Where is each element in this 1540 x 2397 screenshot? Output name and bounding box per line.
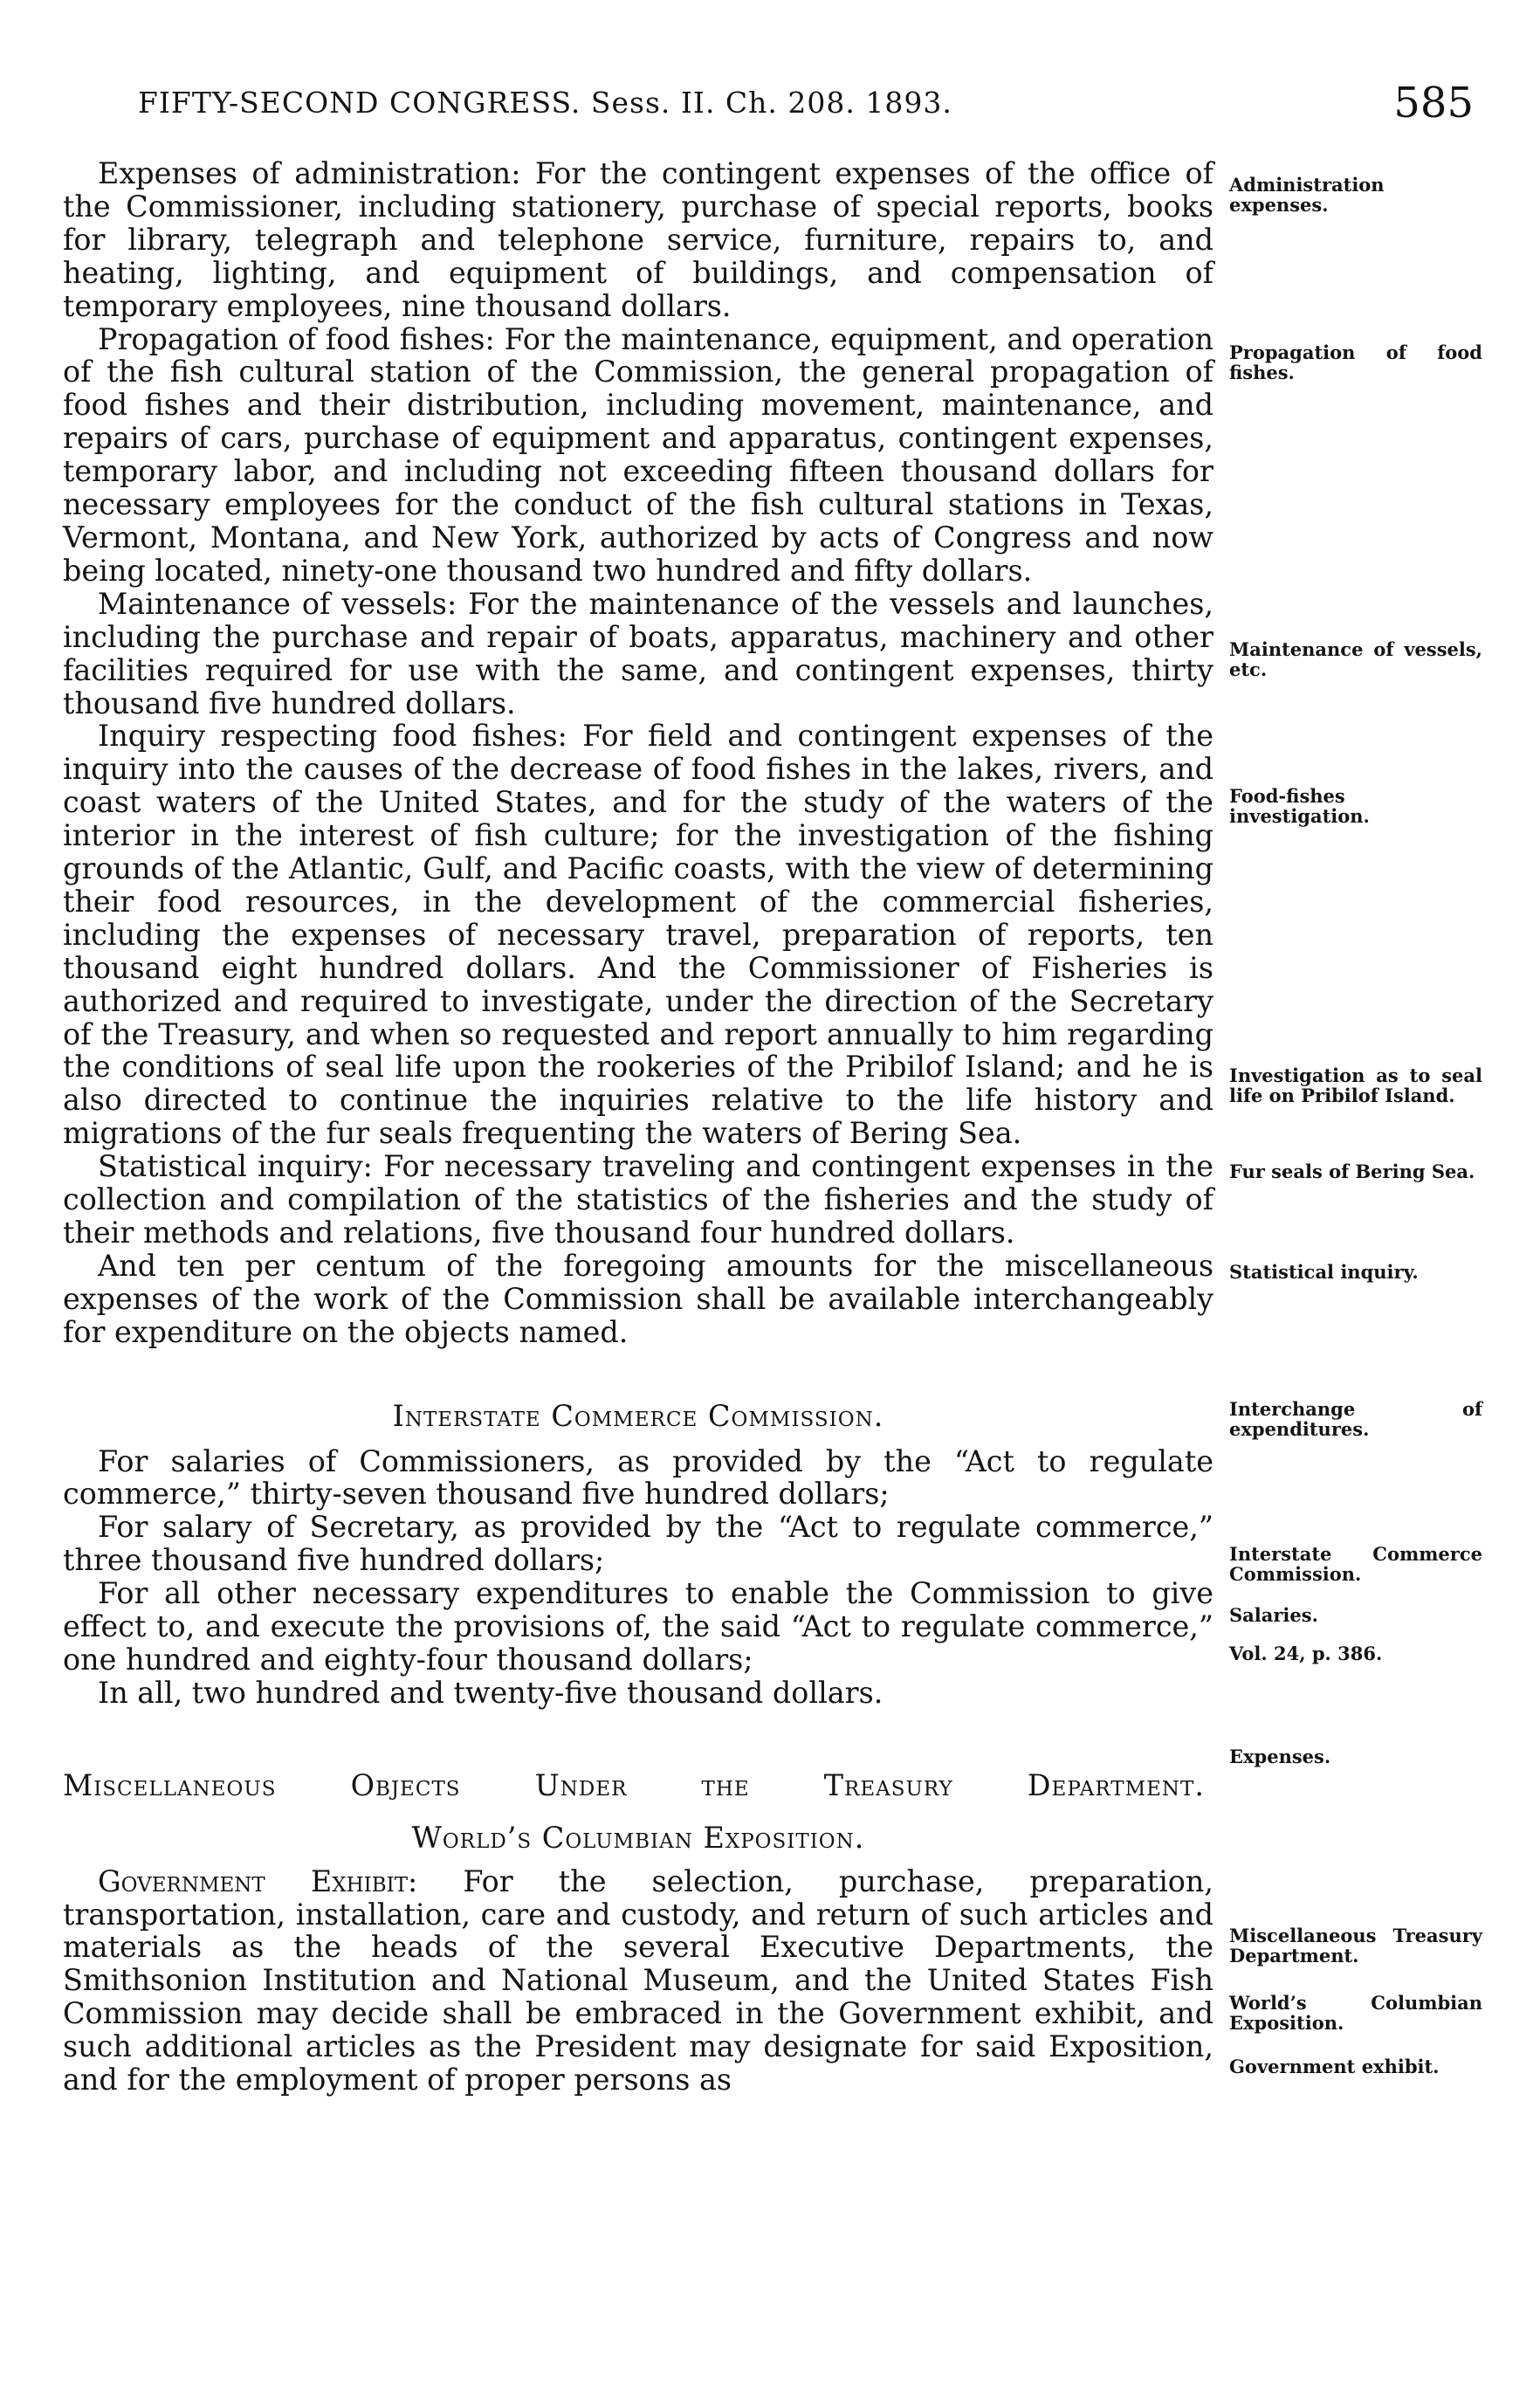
main-text	[63, 157, 1213, 2097]
paragraph-statistical: Statistical inquiry: For necessary traveling and contingent expenses in the collection and compilation of the statistics of the fisheries and the study of their methods and relations, five thousand four hundred dollars.	[63, 1149, 1213, 1250]
paragraph-salaries-commissioners: For salaries of Commissioners, as provided by the “Act to regulate commerce,” thirty-seven thousand five hundred dollars;	[63, 1443, 1213, 1512]
page-number: 585	[1393, 79, 1474, 127]
margin-note: Interstate Commerce Commission.	[1229, 1543, 1482, 1585]
margin-note: Government exhibit.	[1229, 2056, 1440, 2077]
margin-note: Vol. 24, p. 386.	[1229, 1643, 1383, 1664]
section-title-interstate: Interstate Commerce Commission.	[392, 1398, 884, 1433]
margin-note: Administration expenses.	[1229, 174, 1385, 216]
margin-note: World’s Columbian Exposition.	[1229, 1992, 1482, 2034]
paragraph-administration: Expenses of administration: For the contingent expenses of the office of the Commissioner, including stationery, purchase of special reports, books for library, telegraph and telephone service, furniture, repairs to, and heating, lighting, and equipment of buildings, and compensation of temporary employees, nine thousand dollars.	[63, 156, 1213, 323]
paragraph-other-expenditures: For all other necessary expenditures to enable the Commission to give effect to, and execute the provisions of, the said “Act to regulate commerce,” one hundred and eighty-four thousand dollars;	[63, 1576, 1213, 1677]
margin-note: Salaries.	[1229, 1604, 1318, 1626]
margin-note: Statistical inquiry.	[1229, 1261, 1419, 1283]
page-header	[94, 79, 1474, 138]
section-subtitle-exposition: World’s Columbian Exposition.	[411, 1820, 865, 1855]
government-exhibit-lead: Government Exhibit:	[98, 1863, 418, 1898]
margin-note: Expenses.	[1229, 1746, 1331, 1767]
margin-note: Maintenance of vessels, etc.	[1229, 638, 1482, 680]
paragraph-vessels: Maintenance of vessels: For the maintenance of the vessels and launches, including the purchase and repair of boats, apparatus, machinery and other facilities required for use with the same, and contingent expenses, thirty thousand five hundred dollars.	[63, 586, 1213, 720]
margin-note: Miscellaneous Treasury Department.	[1229, 1925, 1482, 1967]
paragraph-total: In all, two hundred and twenty-five thousand dollars.	[98, 1675, 883, 1710]
section-title-misc: Miscellaneous Objects Under the Treasury Department.	[63, 1767, 1205, 1802]
running-head: FIFTY-SECOND CONGRESS. Sess. II. Ch. 208. 1893.	[138, 86, 952, 120]
paragraph-inquiry: Inquiry respecting food fishes: For field and contingent expenses of the inquiry into the causes of the decrease of food fishes in the lakes, rivers, and coast waters of the United States, and for the study of the waters of the interior in the interest of fish culture; for the investigation of the fishing grounds of the Atlantic, Gulf, and Pacific coasts, with the view of determining their food resources, in the development of the commercial fisheries, including the expenses of necessary travel, preparation of reports, ten thousand eight hundred dollars. And the Commissioner of Fisheries is authorized and required to investigate, under the direction of the Secretary of the Treasury, and when so requested and report annually to him regarding the conditions of seal life upon the rookeries of the Pribilof Island; and he is also directed to continue the inquiries relative to the life history and migrations of the fur seals frequenting the waters of Bering Sea.	[63, 719, 1213, 1151]
margin-note: Fur seals of Bering Sea.	[1229, 1161, 1475, 1182]
government-exhibit-text: For the selection, purchase, preparation, transportation, installation, care and custody, and return of such articles and materials as the heads of the several Executive Departments, the Smithsonion Institution and National Museum, and the United States Fish Commission may decide shall be embraced in the Government exhibit, and such additional articles as the President may designate for said Exposition, and for the employment of proper persons as	[63, 1863, 1213, 2097]
paragraph-salary-secretary: For salary of Secretary, as provided by the “Act to regulate commerce,” three thousand five hundred dollars;	[63, 1510, 1213, 1578]
paragraph-interchange: And ten per centum of the foregoing amounts for the miscellaneous expenses of the work of the Commission shall be available interchangeably for expenditure on the objects named.	[63, 1248, 1213, 1349]
paragraph-government-exhibit	[63, 1865, 1213, 2097]
margin-note: Food-fishes investigation.	[1229, 785, 1370, 827]
margin-note: Propagation of food fishes.	[1229, 341, 1482, 383]
margin-note: Interchange of expenditures.	[1229, 1398, 1482, 1440]
margin-note: Investigation as to seal life on Pribilof Island.	[1229, 1064, 1482, 1106]
paragraph-propagation: Propagation of food fishes: For the maintenance, equipment, and operation of the fish cultural station of the Commission, the general propagation of food fishes and their distribution, including movement, maintenance, and repairs of cars, purchase of equipment and apparatus, contingent expenses, temporary labor, and including not exceeding fifteen thousand dollars for necessary employees for the conduct of the fish cultural stations in Texas, Vermont, Montana, and New York, authorized by acts of Congress and now being located, ninety-one thousand two hundred and fifty dollars.	[63, 321, 1213, 588]
